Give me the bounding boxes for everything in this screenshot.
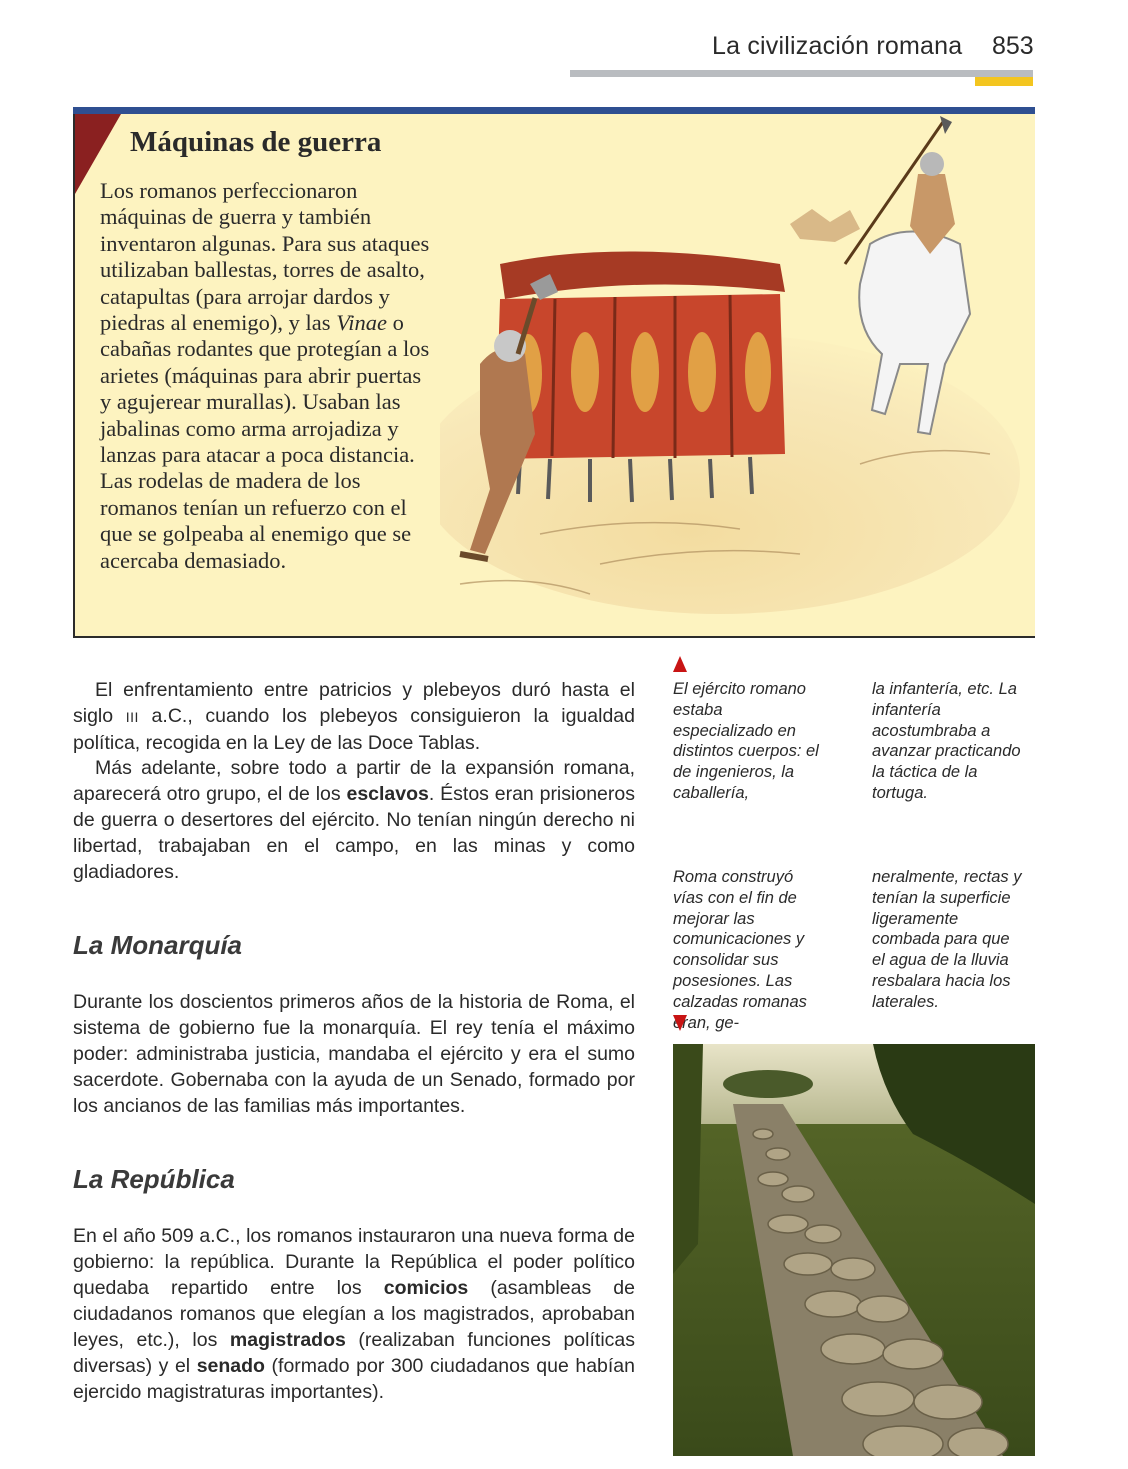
caption-arrow-up-icon	[673, 656, 687, 672]
page-number: 853	[992, 32, 1034, 60]
caption-road-col1: Roma construyó vías con el fin de mejorar las comunicaciones y consolidar sus posesiones. Las calzadas romanas eran, ge-	[673, 868, 807, 1032]
paragraph-monarquia: Durante los doscientos primeros años de la historia de Roma, el sistema de gobierno fue la monarquía. El rey tenía el máximo poder: administraba justicia, mandaba el ejército y era el sumo sacerdote. Gobernaba con la ayuda de un Senado, formado por los ancianos de las familias más importantes.	[73, 991, 635, 1117]
war-machine-illustration	[440, 114, 1035, 636]
header-accent	[975, 77, 1033, 86]
caption-army-col2: la infantería, etc. La infantería acostumbraba a avanzar practicando la táctica de la tortuga.	[872, 680, 1021, 802]
box-title: Máquinas de guerra	[130, 126, 382, 158]
caption-arrow-down-icon	[673, 1015, 687, 1031]
box-body-text: Los romanos perfeccionaron máquinas de guerra y también inventaron algunas. Para sus ataques utilizaban ballestas, torres de asalto, catapultas (para arrojar dardos y piedras al enemigo), y las Vinae o cabañas rodantes que protegían a los arietes (máquinas para abrir puertas y agujerear murallas). Usaban las jabalinas como arma arrojadiza y lanzas para atacar a poca distancia. Las rodelas de madera de los romanos tenían un refuerzo con el que se golpeaba al enemigo que se acercaba demasiado.	[100, 178, 430, 573]
roman-road-photo	[673, 1044, 1035, 1456]
heading-republica: La República	[73, 1164, 235, 1194]
caption-army-col1: El ejército romano estaba especializado en distintos cuerpos: el de ingenieros, la caballería,	[673, 680, 819, 802]
paragraph-patricios-plebeyos: El enfrentamiento entre patricios y plebeyos duró hasta el siglo III a.C., cuando los plebeyos consiguieron la igualdad política, recogida en la Ley de las Doce Tablas.	[73, 679, 635, 754]
running-header-title: La civilización romana	[712, 32, 963, 60]
paragraph-republica: En el año 509 a.C., los romanos instauraron una nueva forma de gobierno: la república. Durante la República el poder político quedaba repartido entre los comicios (asambleas de ciudadanos romanos que elegían a los magistrados, aprobaban leyes, etc.), los magistrados (realizaban funciones políticas diversas) y el senado (formado por 300 ciudadanos que habían ejercido magistraturas importantes).	[73, 1225, 636, 1403]
caption-road-col2: neralmente, rectas y tenían la superficie ligeramente combada para que el agua de la lluvia resbalara hacia los laterales.	[872, 868, 1022, 1011]
header-rule	[570, 70, 1033, 77]
heading-monarquia: La Monarquía	[73, 930, 243, 960]
box-top-bar	[73, 107, 1035, 114]
paragraph-esclavos: Más adelante, sobre todo a partir de la expansión romana, aparecerá otro grupo, el de los esclavos. Éstos eran prisioneros de guerra o desertores del ejército. No tenían ningún derecho ni libertad, trabajaban en el campo, en las minas y como gladiadores.	[73, 757, 635, 883]
